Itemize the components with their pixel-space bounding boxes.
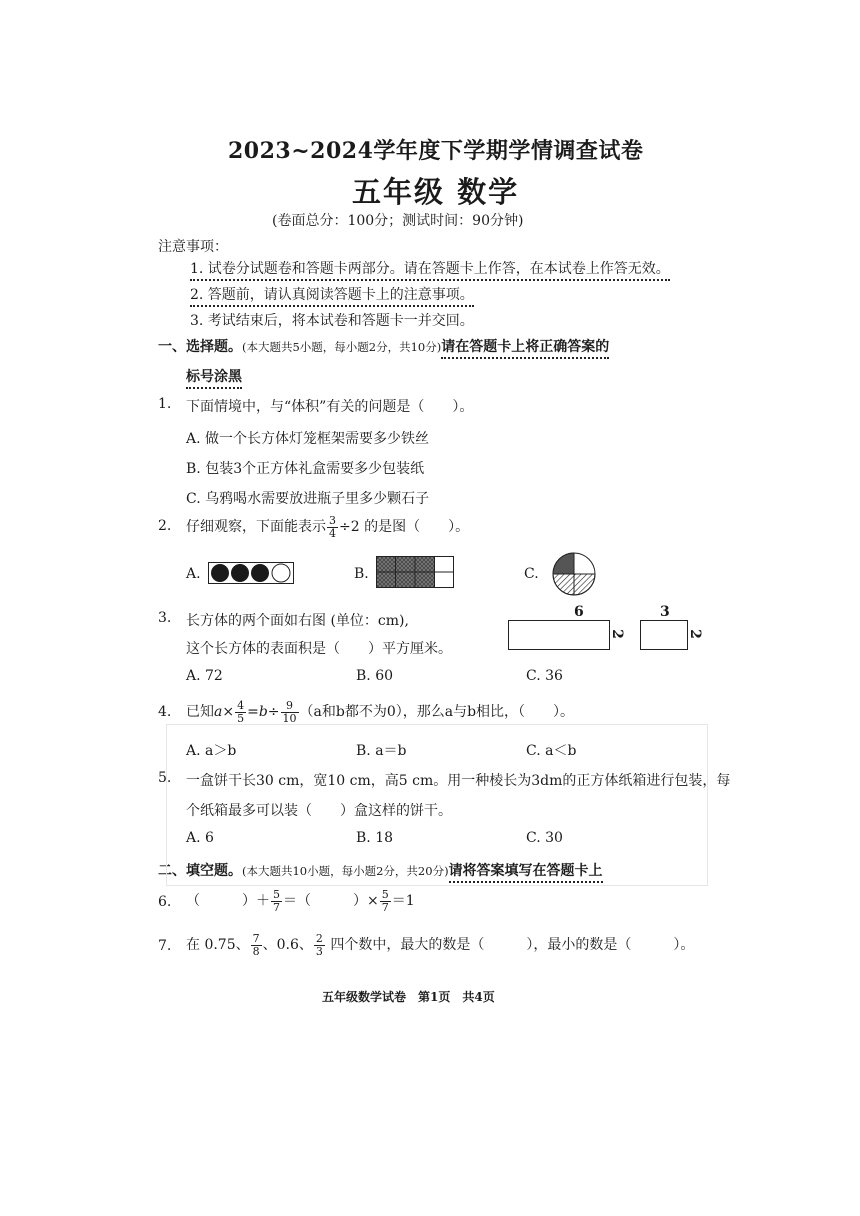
q7-mid: 、0.6、 [262, 937, 313, 953]
notice-heading: 注意事项： [158, 239, 228, 255]
q7-number: 7. [158, 938, 172, 954]
q4-number: 4. [158, 704, 172, 720]
q6-stem [186, 886, 415, 916]
q6-fraction-2 [380, 889, 391, 914]
q4-eq: = [247, 704, 259, 720]
q4-f1-num: 4 [237, 698, 245, 712]
q4-pre: 已知 [186, 704, 214, 720]
q3-option-c: C. 36 [526, 668, 563, 684]
q3-rect1-width: 6 [574, 604, 584, 620]
bleed-through-box [166, 724, 708, 886]
section-1-instruction-b [186, 366, 242, 386]
section-1-note: (本大题共5小题，每小题2分，共10分) [242, 340, 442, 354]
q2-figure-c [552, 552, 596, 596]
q6-f1-den: 7 [273, 900, 280, 914]
q4-var-a: a [214, 704, 223, 720]
q6-blank-1: （ ）＋ [186, 893, 270, 909]
q2-fig-c-sector-dark [553, 553, 574, 574]
exam-title: 2023~2024学年度下学期学情调查试卷 [228, 138, 644, 164]
section-1-header [158, 336, 609, 356]
q2-stem-b: ÷2 的是图（ ）。 [339, 519, 470, 535]
q1-stem: 下面情境中，与“体积”有关的问题是（ ）。 [186, 399, 474, 415]
q5-number: 5. [158, 770, 172, 786]
q6-fraction-1 [271, 889, 282, 914]
q4-option-b: B. a＝b [356, 743, 407, 759]
section-2-title: 二、填空题。 [158, 863, 242, 879]
q7-fraction-2 [314, 933, 325, 958]
q2-stem [186, 514, 469, 540]
q2-fig-c-sector-hatch-2 [574, 574, 595, 595]
q4-f1-den: 5 [237, 711, 245, 725]
notice-item-3: 3. 考试结束后，将本试卷和答题卡一并交回。 [190, 313, 474, 329]
q6-tail: ＝1 [391, 893, 415, 909]
q4-stem [186, 698, 574, 726]
q3-rect1-height: 2 [608, 629, 625, 639]
q2-fig-a-circle-3 [251, 564, 269, 582]
q4-post: （a和b都不为0），那么a与b相比，（ ）。 [299, 704, 575, 720]
q6-number: 6. [158, 894, 172, 910]
q2-fig-a-circle-2 [231, 564, 249, 582]
q4-fraction-2 [281, 700, 299, 725]
q4-option-c: C. a＜b [526, 743, 577, 759]
q3-option-b: B. 60 [356, 668, 394, 684]
subject-title: 五年级 数学 [352, 175, 520, 209]
section-2-note: (本大题共10小题，每小题2分，共20分) [242, 864, 449, 878]
q1-option-a: A. 做一个长方体灯笼框架需要多少铁丝 [186, 431, 430, 447]
q4-div: ÷ [267, 704, 280, 720]
q6-blank-2: ＝（ ）× [283, 893, 379, 909]
section-2-instruction: 请将答案填写在答题卡上 [449, 863, 603, 883]
notice-item-2 [190, 284, 474, 304]
q4-times: × [222, 704, 235, 720]
q1-option-b: B. 包装3个正方体礼盒需要多少包装纸 [186, 461, 425, 477]
exam-meta: (卷面总分：100分；测试时间：90分钟) [272, 213, 524, 229]
q7-f2-num: 2 [315, 931, 323, 945]
q3-rect-1 [508, 620, 610, 650]
q3-line-2: 这个长方体的表面积是（ ）平方厘米。 [186, 641, 452, 657]
q6-f2-den: 7 [381, 900, 389, 914]
q3-rect2-height: 2 [686, 629, 703, 639]
notice-item-1 [190, 258, 670, 278]
q2-figure-b [376, 556, 454, 588]
q4-f2-num: 9 [281, 700, 299, 713]
section-1-instruction-b-text: 标号涂黑 [186, 369, 242, 389]
q3-rect2-width: 3 [660, 604, 670, 620]
q7-f1-num: 7 [252, 931, 260, 945]
q5-option-b: B. 18 [356, 830, 394, 846]
q2-option-b-label: B. [354, 566, 369, 582]
q1-option-c: C. 乌鸦喝水需要放进瓶子里多少颗石子 [186, 491, 430, 507]
q2-stem-a: 仔细观察，下面能表示 [186, 519, 326, 535]
q2-fig-c-sector-hatch [553, 574, 574, 595]
q5-option-c: C. 30 [526, 830, 563, 846]
section-1-title: 一、选择题。 [158, 339, 242, 355]
q2-option-c-label: C. [524, 566, 539, 582]
q4-var-b: b [258, 704, 268, 720]
q7-f2-den: 3 [315, 944, 323, 958]
q3-option-a: A. 72 [186, 668, 223, 684]
section-1-instruction-a: 请在答题卡上将正确答案的 [441, 339, 609, 359]
q7-post: 四个数中，最大的数是（ ），最小的数是（ ）。 [325, 937, 695, 953]
q7-f1-den: 8 [252, 944, 260, 958]
q2-frac-den: 4 [329, 526, 336, 540]
q5-line-1: 一盒饼干长30 cm，宽10 cm，高5 cm。用一种棱长为3dm的正方体纸箱进行包装，每 [186, 773, 731, 789]
q3-rect-2 [640, 620, 688, 650]
q2-figure-a [208, 562, 294, 584]
q7-stem [186, 930, 694, 960]
q2-option-a-label: A. [186, 566, 201, 582]
q2-fraction [327, 515, 338, 540]
q7-pre: 在 0.75、 [186, 937, 250, 953]
q3-number: 3. [158, 610, 172, 626]
q4-option-a: A. a＞b [186, 743, 237, 759]
q5-option-a: A. 6 [186, 830, 214, 846]
q4-fraction-1 [235, 700, 246, 725]
q2-number: 2. [158, 518, 172, 534]
notice-item-1-text: 1. 试卷分试题卷和答题卡两部分。请在答题卡上作答，在本试卷上作答无效。 [190, 261, 670, 281]
q7-fraction-1 [251, 933, 262, 958]
q4-f2-den: 10 [282, 711, 297, 725]
q3-line-1: 长方体的两个面如右图 (单位：cm), [186, 613, 409, 629]
q6-f2-num: 5 [381, 887, 389, 901]
notice-item-2-text: 2. 答题前，请认真阅读答题卡上的注意事项。 [190, 287, 474, 307]
q2-fig-a-circle-1 [211, 564, 229, 582]
q6-f1-num: 5 [273, 887, 280, 901]
q2-fig-a-circle-4 [272, 564, 290, 582]
page-footer: 五年级数学试卷 第1页 共4页 [322, 990, 495, 1004]
q2-frac-num: 3 [329, 513, 336, 527]
q1-number: 1. [158, 396, 172, 412]
q5-line-2: 个纸箱最多可以装（ ）盒这样的饼干。 [186, 803, 452, 819]
